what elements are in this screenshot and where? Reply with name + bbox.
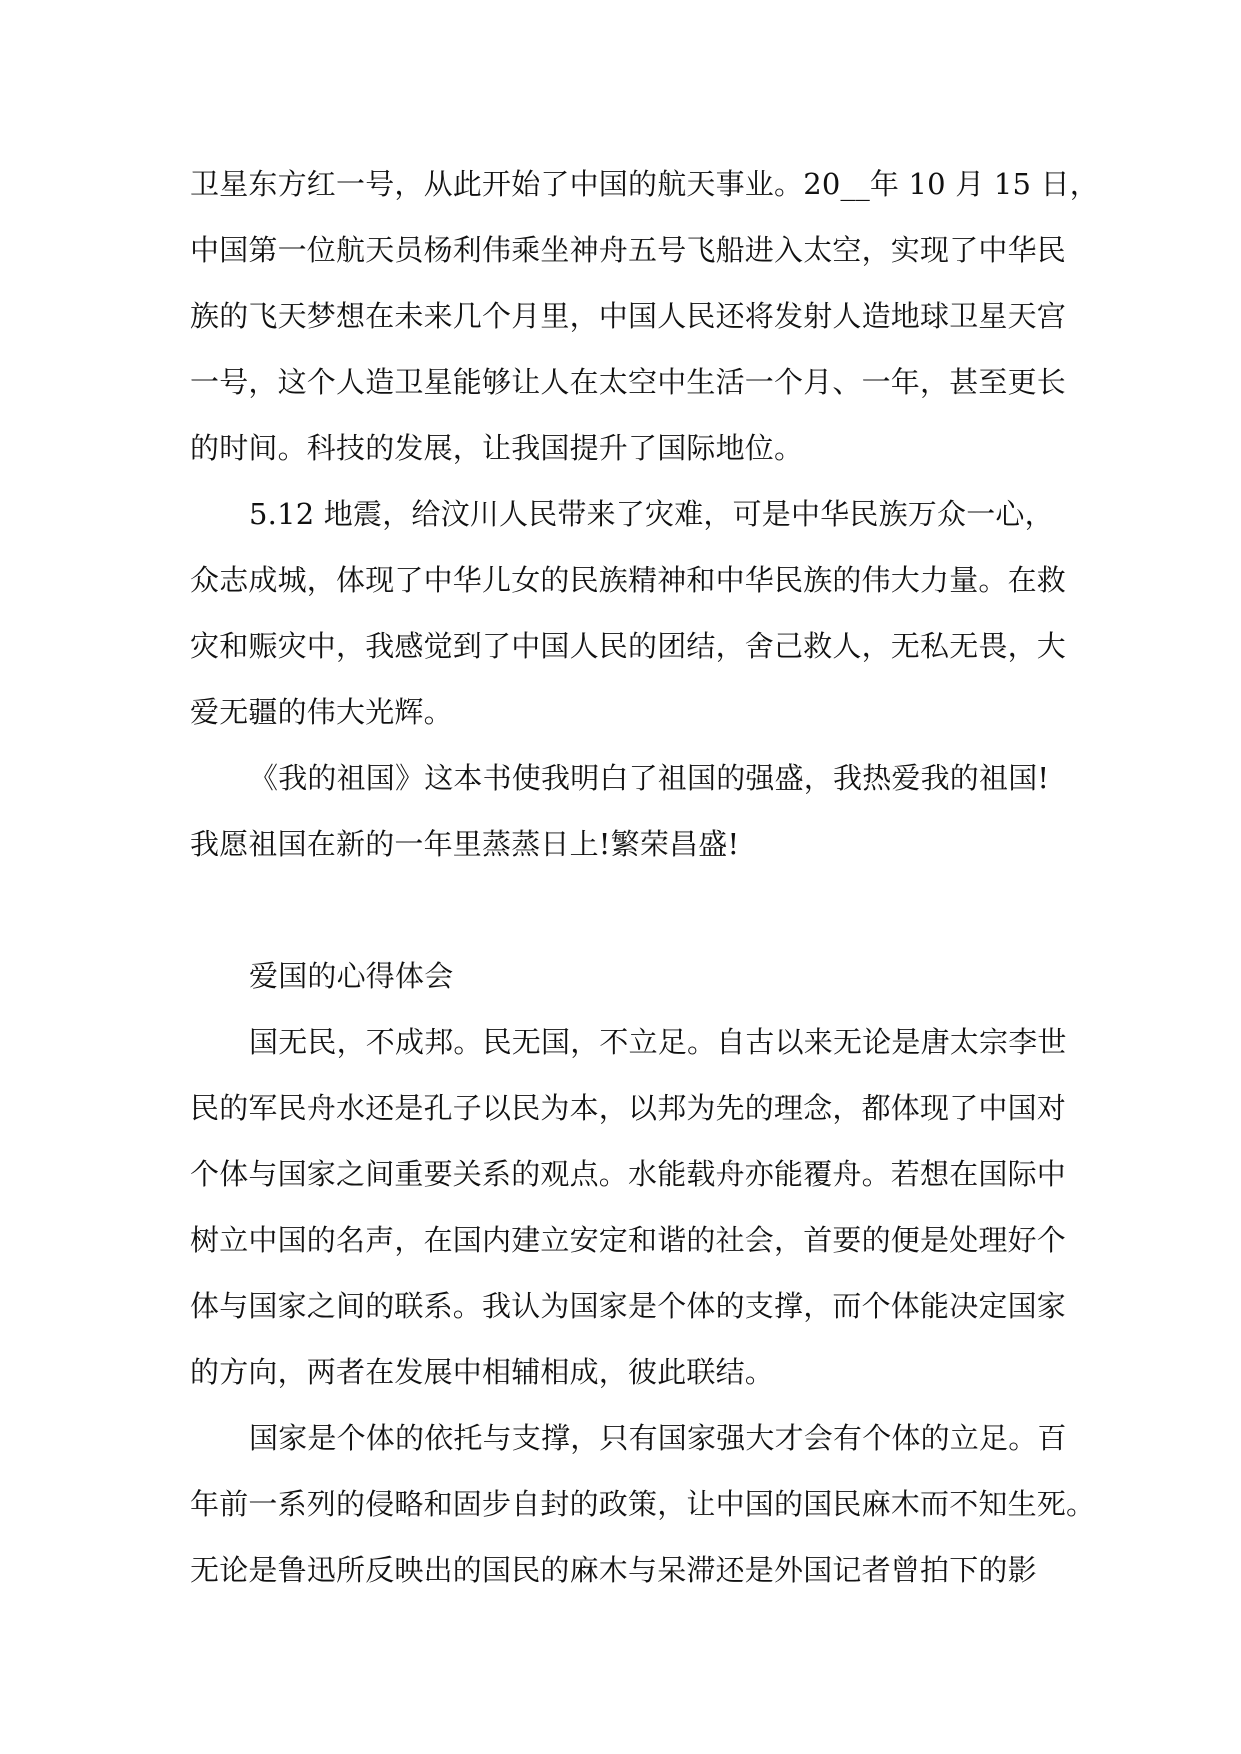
text-line: 爱无疆的伟大光辉。 — [190, 695, 453, 729]
text-line: 民的军民舟水还是孔子以民为本，以邦为先的理念，都体现了中国对 — [190, 1091, 1067, 1125]
section-title: 爱国的心得体会 — [249, 959, 454, 993]
text-line: 族的飞天梦想在未来几个月里，中国人民还将发射人造地球卫星天宫 — [190, 299, 1067, 333]
text-line: 众志成城，体现了中华儿女的民族精神和中华民族的伟大力量。在救 — [190, 563, 1067, 597]
paragraph-first-line: 《我的祖国》这本书使我明白了祖国的强盛，我热爱我的祖国! — [249, 761, 1050, 795]
text-line: 体与国家之间的联系。我认为国家是个体的支撑，而个体能决定国家 — [190, 1289, 1067, 1323]
text-line: 年前一系列的侵略和固步自封的政策，让中国的国民麻木而不知生死。 — [190, 1487, 1096, 1521]
paragraph-first-line: 5.12 地震，给汶川人民带来了灾难，可是中华民族万众一心， — [249, 497, 1054, 531]
text-line: 中国第一位航天员杨利伟乘坐神舟五号飞船进入太空，实现了中华民 — [190, 233, 1067, 267]
text-line: 的方向，两者在发展中相辅相成，彼此联结。 — [190, 1355, 775, 1389]
paragraph-first-line: 国家是个体的依托与支撑，只有国家强大才会有个体的立足。百 — [249, 1421, 1067, 1455]
text-line: 无论是鲁迅所反映出的国民的麻木与呆滞还是外国记者曾拍下的影 — [190, 1553, 1037, 1587]
text-line: 的时间。科技的发展，让我国提升了国际地位。 — [190, 431, 804, 465]
text-line: 我愿祖国在新的一年里蒸蒸日上!繁荣昌盛! — [190, 827, 740, 861]
text-line: 卫星东方红一号，从此开始了中国的航天事业。20__年 10 月 15 日， — [190, 167, 1099, 201]
text-line: 树立中国的名声，在国内建立安定和谐的社会，首要的便是处理好个 — [190, 1223, 1067, 1257]
text-line: 个体与国家之间重要关系的观点。水能载舟亦能覆舟。若想在国际中 — [190, 1157, 1067, 1191]
text-line: 灾和赈灾中，我感觉到了中国人民的团结，舍己救人，无私无畏，大 — [190, 629, 1067, 663]
paragraph-first-line: 国无民，不成邦。民无国，不立足。自古以来无论是唐太宗李世 — [249, 1025, 1067, 1059]
text-line: 一号，这个人造卫星能够让人在太空中生活一个月、一年，甚至更长 — [190, 365, 1067, 399]
